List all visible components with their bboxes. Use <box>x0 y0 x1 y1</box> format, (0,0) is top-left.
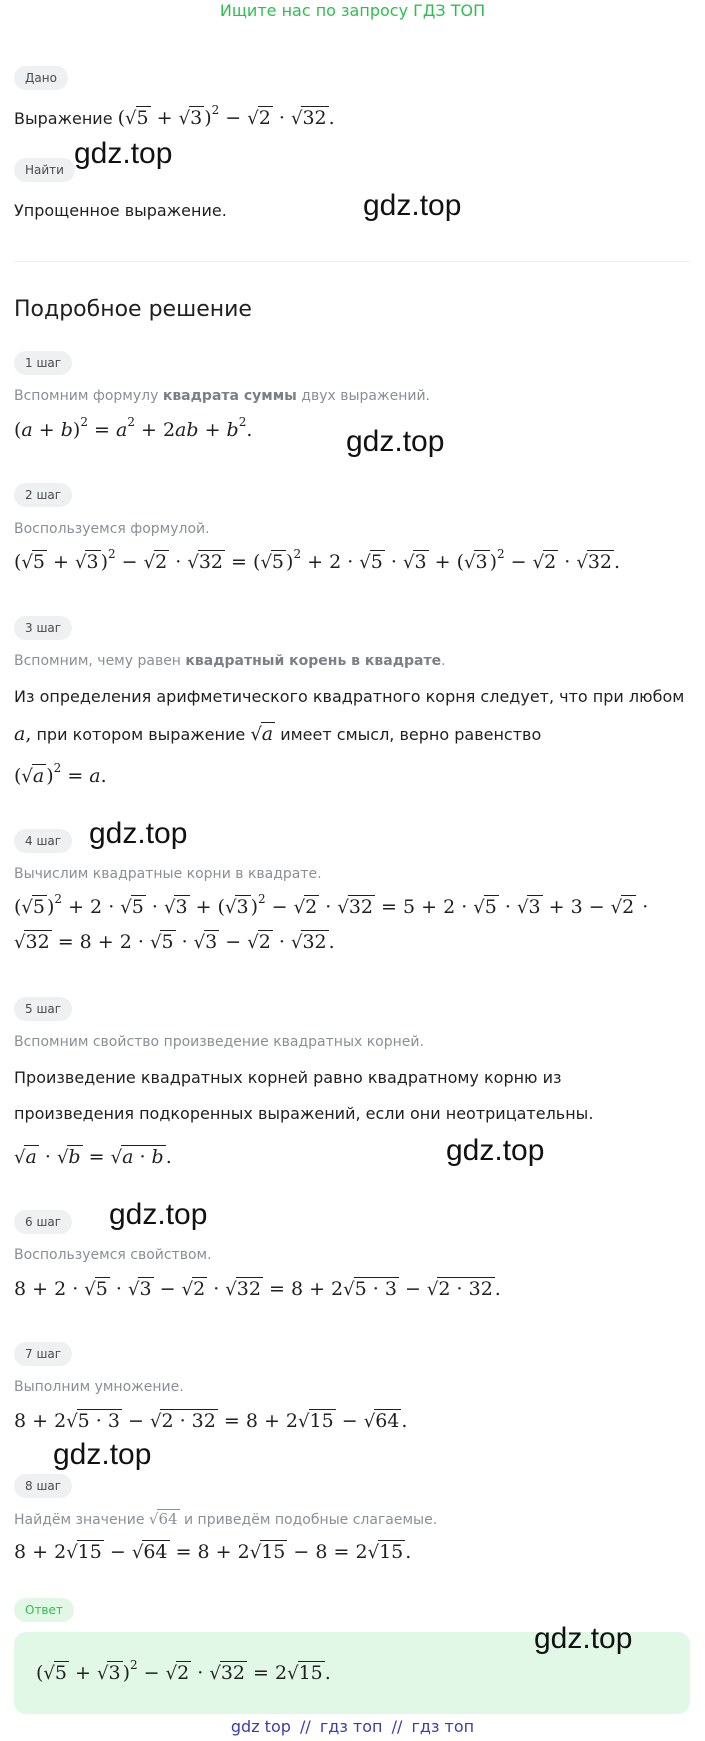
step-formula: √32 = 8 + 2 · √5 · √3 − √2 · √32 . <box>14 931 335 953</box>
watermark: gdz.top <box>446 1134 545 1167</box>
step-badge: 1 шаг <box>14 351 72 375</box>
section-divider <box>14 261 690 262</box>
answer-badge: Ответ <box>14 1598 74 1622</box>
step-formula: $(a + b)^2 = a^2 + 2ab + b^2$. <box>14 415 253 441</box>
note-text: Вспомним формулу <box>14 388 163 404</box>
note-bold: квадратный корень в квадрате <box>185 653 442 669</box>
step-note: Воспользуемся формулой. <box>14 521 210 537</box>
watermark: gdz.top <box>74 137 173 170</box>
note-text: двух выражений. <box>296 388 431 404</box>
step-text-part: имеет смысл, верно равенство <box>275 725 542 744</box>
note-text: Вспомним, чему равен <box>14 653 186 669</box>
footer-links <box>0 1716 705 1738</box>
step-note: Выполним умножение. <box>14 1379 184 1395</box>
step-badge: 3 шаг <box>14 616 72 640</box>
step-formula: (√5 )$^2$ + 2 · √5 · √3 + (√3 )$^2$ − √2 · √32 = 5 + 2 · √5 · √3 + 3 − √2 · <box>14 892 649 918</box>
find-badge: Найти <box>14 158 75 182</box>
watermark: gdz.top <box>53 1438 152 1471</box>
step-formula: 8 + 2√5 · 3 − √2 · 32 = 8 + 2√15 − √64 . <box>14 1410 408 1432</box>
step-text: Произведение квадратных корней равно квадратному корню из <box>14 1068 562 1087</box>
note-text: Найдём значение <box>14 1512 149 1528</box>
step-note: Вычислим квадратные корни в квадрате. <box>14 866 322 882</box>
step-badge: 4 шаг <box>14 829 72 853</box>
step-badge: 5 шаг <box>14 997 72 1021</box>
step-text: Из определения арифметического квадратного корня следует, что при любом <box>14 687 685 706</box>
step-badge: 2 шаг <box>14 483 72 507</box>
footer-separator: // <box>299 1717 311 1736</box>
given-text: Выражение <box>14 109 113 128</box>
footer-link[interactable]: гдз топ <box>411 1717 475 1736</box>
note-text: и приведём подобные слагаемые. <box>179 1512 438 1528</box>
given-badge: Дано <box>14 66 68 90</box>
find-text: Упрощенное выражение. <box>14 201 227 220</box>
footer-link[interactable]: gdz top <box>230 1717 291 1736</box>
solution-title: Подробное решение <box>14 297 252 322</box>
note-bold: квадрата суммы <box>162 388 297 404</box>
step-formula: (√a )$^2$ = a. <box>14 761 107 787</box>
watermark: gdz.top <box>346 425 445 458</box>
step-text-part: при котором выражение <box>31 725 246 744</box>
step-badge: 8 шаг <box>14 1474 72 1498</box>
step-text: a, при котором выражение √a имеет смысл, верно равенство <box>14 723 542 745</box>
note-text: . <box>441 653 446 669</box>
step-text: произведения подкоренных выражений, если они неотрицательны. <box>14 1104 594 1123</box>
step-formula: 8 + 2 · √5 · √3 − √2 · √32 = 8 + 2√5 · 3 − √2 · 32 . <box>14 1278 501 1300</box>
step-note: Воспользуемся свойством. <box>14 1247 212 1263</box>
footer-link[interactable]: гдз топ <box>319 1717 383 1736</box>
given-expression <box>14 104 335 133</box>
step-badge: 7 шаг <box>14 1342 72 1366</box>
search-banner: Ищите нас по запросу ГДЗ ТОП <box>219 1 486 20</box>
watermark: gdz.top <box>89 817 188 850</box>
footer-separator: // <box>391 1717 403 1736</box>
watermark: gdz.top <box>534 1622 633 1655</box>
step-formula: 8 + 2√15 − √64 = 8 + 2√15 − 8 = 2√15 . <box>14 1541 412 1563</box>
step-note: Вспомним свойство произведение квадратных корней. <box>14 1034 424 1050</box>
step-note <box>14 650 446 672</box>
given-formula: (√5 + √3 )$^2$ − √2 · √32 . <box>117 103 335 129</box>
step-note: Найдём значение √64 и приведём подобные слагаемые. <box>14 1510 438 1528</box>
watermark: gdz.top <box>363 189 462 222</box>
step-formula: √a · √b = √a · b . <box>14 1146 172 1168</box>
watermark: gdz.top <box>109 1198 208 1231</box>
step-note <box>14 385 430 407</box>
step-formula: (√5 + √3 )$^2$ − √2 · √32 = (√5 )$^2$ + 2 · √5 · √3 + (√3 )$^2$ − √2 · √32 . <box>14 547 621 573</box>
answer-formula: (√5 + √3 )$^2$ − √2 · √32 = 2√15 . <box>36 1658 331 1684</box>
step-badge: 6 шаг <box>14 1210 72 1234</box>
